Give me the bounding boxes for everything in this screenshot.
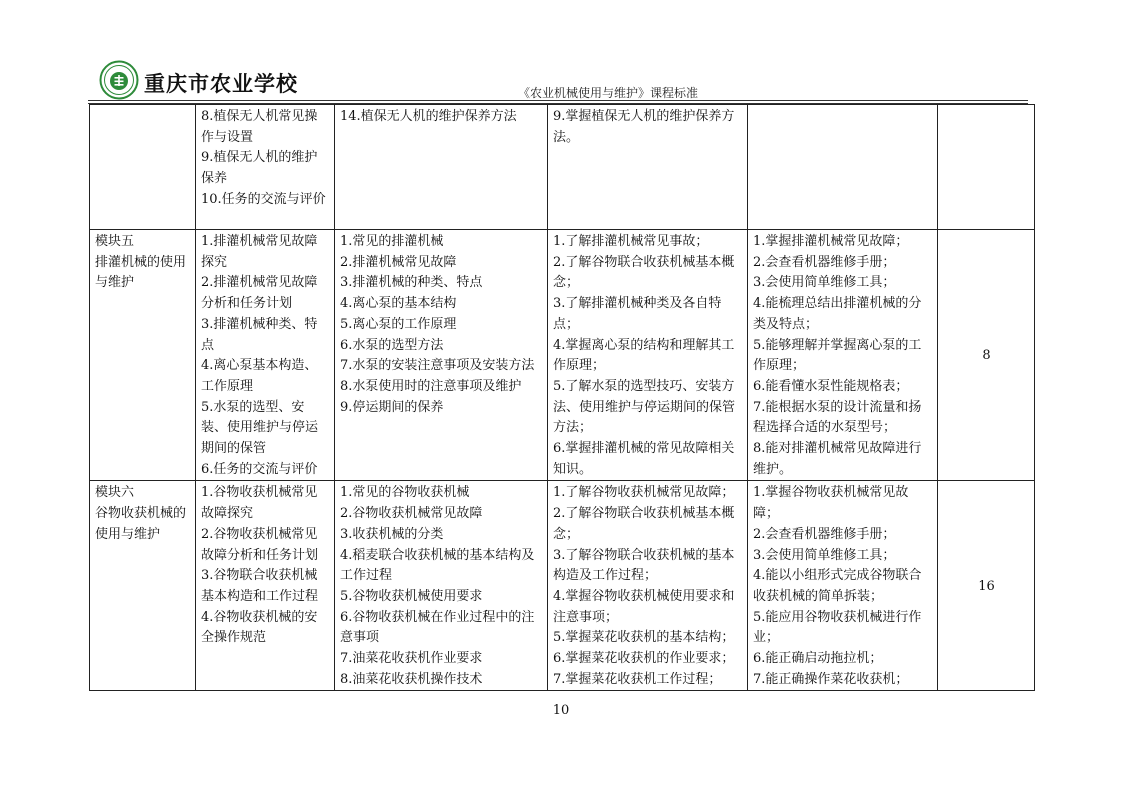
content-line: 2.排灌机械常见故障 (340, 254, 457, 270)
skills-line: 1.掌握排灌机械常见故障； (753, 234, 909, 249)
tasks-line: 9.植保无人机的维护保养 (201, 150, 318, 187)
content-line: 3.排灌机械的种类、特点 (340, 275, 483, 291)
content-line: 1.常见的排灌机械 (340, 234, 444, 249)
content-line: 8.油菜花收获机操作技术 (340, 671, 483, 687)
course-standard-table (89, 104, 1035, 691)
skills-line: 4.能以小组形式完成谷物联合收获机械的简单拆装； (753, 568, 922, 604)
tasks-line: 4.离心泵基本构造、工作原理 (201, 358, 318, 394)
skills-line: 3.会使用简单维修工具； (753, 275, 896, 291)
skills-line: 5.能够理解并掌握离心泵的工作原理； (753, 337, 922, 374)
skills-line: 6.能看懂水泵性能规格表； (753, 378, 909, 394)
content-line: 3.收获机械的分类 (340, 526, 444, 542)
hours-cell: 16 (938, 481, 1035, 691)
knowledge-line: 5.掌握菜花收获机的基本结构； (553, 630, 735, 646)
page-number: 10 (552, 703, 570, 718)
content-line: 4.稻麦联合收获机械的基本结构及工作过程 (340, 547, 535, 584)
tasks-line: 10.任务的交流与评价 (201, 191, 326, 207)
content-line: 1.常见的谷物收获机械 (340, 485, 470, 501)
module-cell (90, 105, 196, 230)
content-cell (335, 230, 548, 481)
document-title: 《农业机械使用与维护》课程标准 (517, 86, 698, 100)
skills-line: 7.能正确操作菜花收获机； (753, 671, 909, 687)
module-cell (90, 230, 196, 481)
hours-cell (938, 105, 1035, 230)
content-line: 14.植保无人机的维护保养方法 (340, 109, 517, 124)
knowledge-line: 2.了解谷物联合收获机械基本概念； (553, 506, 735, 542)
module-line: 模块六 (95, 485, 135, 501)
knowledge-line: 5.了解水泵的选型技巧、安装方法、使用维护与停运期间的保管方法； (553, 378, 736, 436)
knowledge-line: 4.掌握谷物收获机械使用要求和注意事项； (553, 588, 735, 625)
knowledge-line: 3.了解排灌机械种类及各自特点； (553, 296, 722, 332)
content-line: 5.谷物收获机械使用要求 (340, 588, 483, 604)
table-row (90, 481, 1035, 691)
module-line: 模块五 (95, 234, 135, 249)
content-line: 5.离心泵的工作原理 (340, 316, 457, 332)
school-emblem-icon (99, 60, 139, 100)
tasks-line: 3.谷物联合收获机械基本构造和工作过程 (201, 568, 319, 604)
skills-line: 2.会查看机器维修手册； (753, 254, 896, 270)
skills-cell (748, 481, 938, 691)
content-line: 4.离心泵的基本结构 (340, 296, 457, 312)
knowledge-line: 9.掌握植保无人机的维护保养方法。 (553, 109, 735, 145)
content-line: 8.水泵使用时的注意事项及维护 (340, 378, 522, 394)
tasks-line: 2.排灌机械常见故障分析和任务计划 (201, 275, 318, 312)
skills-line: 6.能正确启动拖拉机； (753, 651, 883, 667)
tasks-cell (196, 105, 335, 230)
tasks-line: 6.任务的交流与评价 (201, 461, 318, 477)
knowledge-line: 7.掌握菜花收获机工作过程； (553, 671, 722, 687)
skills-line: 5.能应用谷物收获机械进行作业； (753, 609, 922, 646)
knowledge-line: 3.了解谷物联合收获机械的基本构造及工作过程； (553, 547, 735, 584)
knowledge-cell (548, 481, 748, 691)
content-cell (335, 481, 548, 691)
hours-cell: 8 (938, 230, 1035, 481)
skills-line: 1.掌握谷物收获机械常见故障； (753, 485, 909, 522)
knowledge-line: 6.掌握排灌机械的常见故障相关知识。 (553, 441, 735, 477)
content-line: 9.停运期间的保养 (340, 399, 444, 415)
content-line: 2.谷物收获机械常见故障 (340, 506, 483, 522)
knowledge-line: 6.掌握菜花收获机的作业要求； (553, 651, 735, 667)
tasks-line: 4.谷物收获机械的安全操作规范 (201, 609, 318, 646)
tasks-line: 8.植保无人机常见操作与设置 (201, 109, 318, 145)
school-name: 重庆市农业学校 (144, 71, 298, 96)
content-line: 6.谷物收获机械在作业过程中的注意事项 (340, 609, 535, 646)
skills-cell (748, 105, 938, 230)
module-line: 排灌机械的使用与维护 (95, 254, 187, 291)
knowledge-line: 2.了解谷物联合收获机械基本概念； (553, 254, 735, 291)
tasks-line: 1.排灌机械常见故障探究 (201, 234, 318, 270)
content-line: 6.水泵的选型方法 (340, 337, 444, 353)
skills-line: 3.会使用简单维修工具； (753, 547, 896, 563)
tasks-line: 5.水泵的选型、安装、使用维护与停运期间的保管 (201, 399, 319, 457)
skills-line: 8.能对排灌机械常见故障进行维护。 (753, 441, 922, 477)
skills-cell (748, 230, 938, 481)
skills-line: 2.会查看机器维修手册； (753, 526, 896, 542)
module-cell (90, 481, 196, 691)
content-cell (335, 105, 548, 230)
knowledge-cell (548, 230, 748, 481)
content-line: 7.油菜花收获机作业要求 (340, 651, 483, 667)
knowledge-line: 4.掌握离心泵的结构和理解其工作原理； (553, 337, 735, 374)
knowledge-cell (548, 105, 748, 230)
tasks-line: 3.排灌机械种类、特点 (201, 316, 318, 353)
knowledge-line: 1.了解排灌机械常见事故； (553, 234, 709, 249)
tasks-cell (196, 481, 335, 691)
page-header (88, 58, 1028, 104)
knowledge-line: 1.了解谷物收获机械常见故障； (553, 485, 735, 501)
tasks-line: 2.谷物收获机械常见故障分析和任务计划 (201, 526, 319, 563)
skills-line: 4.能梳理总结出排灌机械的分类及特点； (753, 296, 922, 332)
skills-line: 7.能根据水泵的设计流量和扬程选择合适的水泵型号； (753, 399, 922, 436)
table-row (90, 230, 1035, 481)
module-line: 谷物收获机械的使用与维护 (95, 506, 187, 542)
table-row (90, 105, 1035, 230)
tasks-cell (196, 230, 335, 481)
header-divider (88, 100, 1028, 101)
content-line: 7.水泵的安装注意事项及安装方法 (340, 358, 535, 374)
tasks-line: 1.谷物收获机械常见故障探究 (201, 485, 318, 522)
